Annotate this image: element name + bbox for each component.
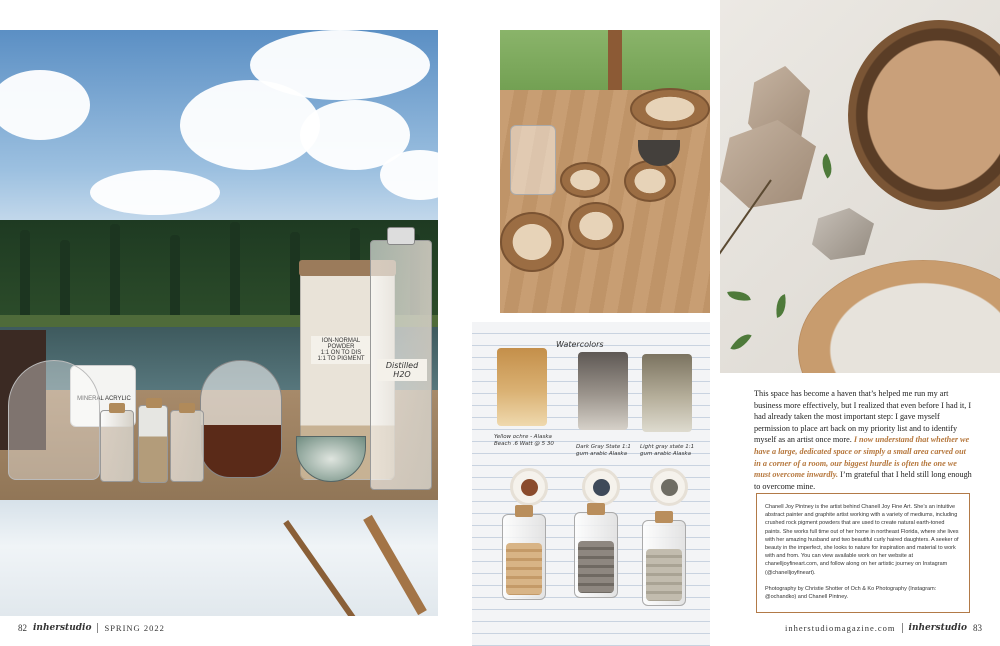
- swatch-dark-gray: [578, 352, 628, 430]
- magazine-logo: inherstudio: [33, 623, 92, 633]
- folio-right: [785, 623, 982, 633]
- body-lead: This space has become a haven that’s helped me run my art business more effectively, but I realized that even before I had it, I had already taken the most important step: I gave myself permission to place art back on my priority list and to identify myself as an artist once more.: [754, 389, 972, 445]
- divider: [902, 623, 903, 633]
- water-bottle: [370, 240, 432, 490]
- magazine-logo: inherstudio: [908, 623, 967, 633]
- swatch-note: Yellow ochre - Alaska Beach .6 Watt @ 5 30: [494, 434, 554, 447]
- leaf: [816, 153, 837, 178]
- swatch-note: Light gray state 1:1 gum arabic Alaska: [640, 444, 695, 457]
- cloud: [250, 30, 430, 100]
- notebook-header: Watercolors: [556, 340, 604, 349]
- rock: [812, 208, 874, 260]
- cloud: [90, 170, 220, 215]
- watercolor-notebook-photo: [472, 322, 710, 646]
- bottle-cap: [387, 227, 415, 245]
- pigment-vial: [574, 512, 618, 598]
- divider: [97, 623, 98, 633]
- folio-left: [18, 623, 165, 633]
- wooden-bowl: [624, 160, 676, 202]
- pigment-dish: [510, 468, 548, 506]
- pigment-dish: [650, 468, 688, 506]
- body-tail: I’m grateful that I held still long enough to overcome mine.: [754, 470, 972, 491]
- wooden-bowl-white-pigment: [798, 260, 1000, 373]
- small-vial: [138, 405, 168, 483]
- small-vial: [100, 410, 134, 482]
- pigment-dish: [582, 468, 620, 506]
- bio-paragraph: Chanell Joy Pintney is the artist behind Chanell Joy Fine Art. She’s an intuitive abstract painter and graphite artist working with a variety of mediums, including crushed rock pigment powders that are used to create natural earth-toned paints. She works full time out of her home in northeast Florida, where she lives with her amazing husband and two beautiful curly haired daughters. A seeker of beauty in the imperfect, she looks to nature for inspiration and material to work with and from. You can view available work on her website at chanelljoyfineart.com, and follow along on her artistic journey on Instagram (@chanelljoyfineart).: [765, 504, 959, 576]
- jar-label: ION-NORMAL POWDER 1:1 ON TO DIS 1:1 TO PIGMENT: [311, 336, 371, 364]
- pull-quote: I now understand that whether we have a large, dedicated space or simply a small area carved out in a corner of a room, our biggest hurdle is often the one we must overcome inwardly.: [754, 435, 970, 480]
- page-number: 82: [18, 623, 27, 633]
- wooden-bowl: [568, 202, 624, 250]
- page-number: 83: [973, 623, 982, 633]
- website[interactable]: inherstudiomagazine.com: [784, 623, 896, 633]
- article-paragraph: [754, 388, 972, 492]
- coconut-bowl-pigment: [848, 20, 1000, 210]
- wooden-bowl: [630, 88, 710, 130]
- swatch-yellow-ochre: [497, 348, 547, 426]
- leaf: [773, 294, 789, 318]
- artist-bio-box: [756, 493, 970, 613]
- bottle-label: Distilled H2O: [377, 359, 427, 381]
- swatch-note: Dark Gray State 1:1 gum arabic Alaska: [576, 444, 631, 457]
- wooden-bowl: [500, 212, 564, 272]
- wooden-bowls-photo: [500, 30, 710, 313]
- swatch-light-gray: [642, 354, 692, 432]
- glass-cloche: [8, 360, 100, 480]
- photo-credit: Photography by Christie Shotter of Och & Ko Photography (Instagram: @ochandko) and Chanell Pintney.: [765, 585, 937, 601]
- wooden-bowl: [560, 162, 610, 198]
- small-vial: [170, 410, 204, 482]
- leaf: [730, 329, 751, 354]
- glass-jar: [510, 125, 556, 195]
- pigment-vial: [502, 514, 546, 600]
- pigment-vial: [642, 520, 686, 606]
- leaf: [727, 288, 751, 304]
- paint-tub: MINERAL ACRYLIC: [70, 365, 136, 427]
- glass-pitcher: [200, 360, 282, 478]
- lakeside-table-photo: [0, 30, 438, 616]
- rocks-and-bowls-photo: [720, 0, 1000, 373]
- issue-name: SPRING 2022: [104, 623, 165, 633]
